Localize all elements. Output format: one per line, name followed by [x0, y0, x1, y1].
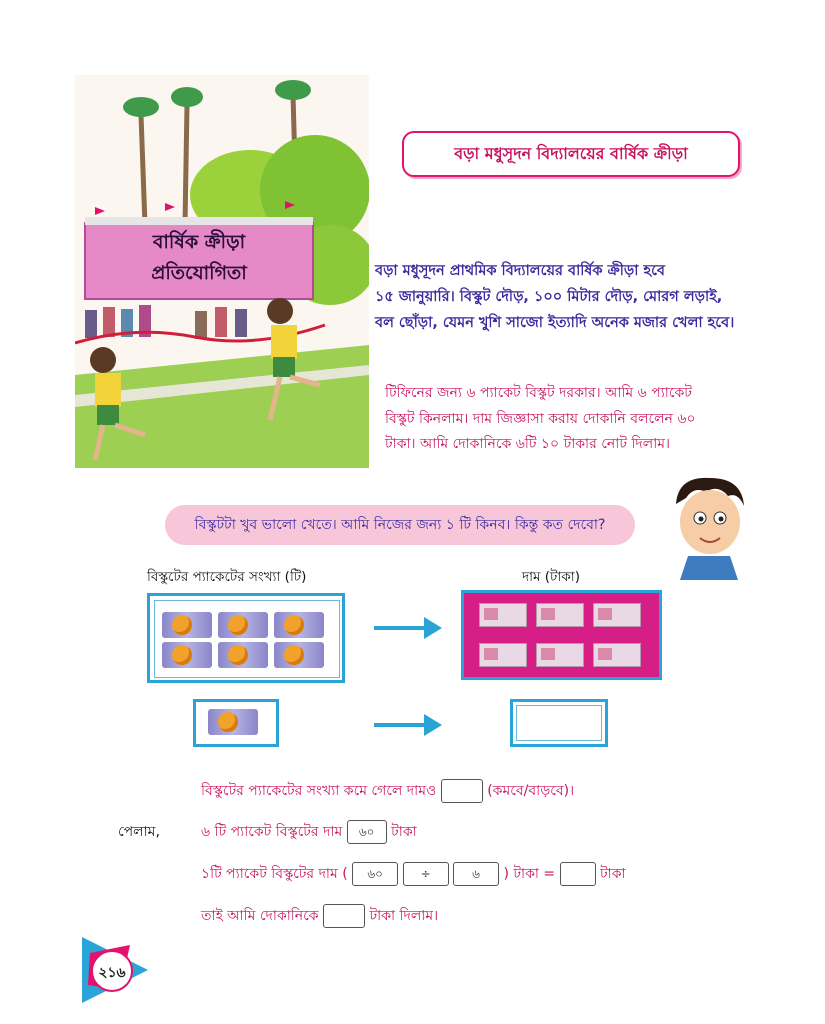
paragraph2-line: টিফিনের জন্য ৬ প্যাকেট বিস্কুট দরকার। আমি ৬ প্যাকেট: [385, 385, 692, 401]
ten-taka-note: [536, 603, 584, 627]
ten-taka-note: [536, 643, 584, 667]
paragraph-purchase: [385, 381, 755, 458]
page-number-emblem: [80, 935, 150, 1005]
ten-taka-note: [479, 603, 527, 627]
answer-blank[interactable]: [441, 779, 483, 803]
line3-before: তাই আমি দোকানিকে: [201, 908, 319, 924]
speech-bubble: [165, 505, 635, 545]
banner-line1: বার্ষিক ক্রীড়া: [152, 231, 246, 253]
ten-taka-note: [479, 643, 527, 667]
packet-count-header: বিস্কুটের প্যাকেটের সংখ্যা (টি): [147, 569, 307, 585]
boy-avatar: [668, 474, 750, 580]
line1-before: ৬ টি প্যাকেট বিস্কুটের দাম: [201, 824, 343, 840]
six-packets-box: [147, 593, 345, 683]
banner-text: [89, 227, 309, 295]
sports-day-illustration: [75, 75, 369, 468]
line2-before: ১টি প্যাকেট বিস্কুটের দাম (: [201, 866, 348, 882]
payment-blank[interactable]: [323, 904, 365, 928]
paragraph1-line: ১৫ জানুয়ারি। বিস্কুট দৌড়, ১০০ মিটার দৌড়, মোরগ লড়াই,: [375, 289, 723, 305]
section-title: বড়া মধুসূদন বিদ্যালয়ের বার্ষিক ক্রীড়া: [454, 143, 688, 163]
banner-line2: প্রতিযোগিতা: [151, 262, 247, 284]
arrow-right-icon: [372, 712, 444, 738]
biscuit-packet: [218, 612, 268, 638]
paragraph2-line: টাকা। আমি দোকানিকে ৬টি ১০ টাকার নোট দিলাম।: [385, 436, 671, 452]
arrow-right-icon: [372, 615, 444, 641]
total-price-line: [201, 820, 417, 844]
payment-line: [201, 904, 438, 928]
biscuit-packet: [162, 612, 212, 638]
paragraph2-line: বিস্কুট কিনলাম। দাম জিজ্ঞাসা করায় দোকানি বললেন ৬০: [385, 410, 696, 427]
biscuit-packet: [162, 642, 212, 668]
unit-price-blank[interactable]: [560, 862, 596, 886]
biscuit-packet: [274, 642, 324, 668]
line3-after: টাকা দিলাম।: [369, 908, 439, 924]
statement-after: (কমবে/বাড়বে)।: [487, 783, 575, 799]
statement-before: বিস্কুটের প্যাকেটের সংখ্যা কমে গেলে দামও: [201, 783, 437, 799]
single-price-box[interactable]: [510, 699, 608, 747]
found-label: পেলাম,: [118, 824, 160, 840]
paragraph1-line: বড়া মধুসূদন প্রাথমিক বিদ্যালয়ের বার্ষিক ক্রীড়া হবে: [375, 263, 666, 279]
section-title-box: [402, 131, 740, 177]
ten-taka-note: [593, 643, 641, 667]
six-notes-box: [461, 590, 662, 680]
price-header: দাম (টাকা): [522, 569, 580, 585]
total-price-box: ৬০: [347, 820, 387, 844]
line1-after: টাকা: [391, 824, 417, 840]
line2-after: টাকা: [600, 866, 626, 882]
biscuit-packet: [218, 642, 268, 668]
statement-line: [201, 779, 574, 803]
single-packet-box: [193, 699, 279, 747]
page-number: ২১৬: [98, 965, 126, 981]
biscuit-packet: [274, 612, 324, 638]
biscuit-packet: [208, 709, 258, 735]
dividend-box: ৬০: [352, 862, 398, 886]
paragraph-announcement: [375, 258, 760, 336]
operator-box: ÷: [403, 862, 449, 886]
paragraph1-line: বল ছোঁড়া, যেমন খুশি সাজো ইত্যাদি অনেক মজার খেলা হবে।: [375, 315, 735, 331]
unit-price-line: [201, 862, 626, 886]
line2-mid: ) টাকা =: [503, 866, 556, 882]
divisor-box: ৬: [453, 862, 499, 886]
ten-taka-note: [593, 603, 641, 627]
speech-text: বিস্কুটটা খুব ভালো খেতে। আমি নিজের জন্য ১ টি কিনব। কিন্তু কত দেবো?: [194, 517, 606, 533]
